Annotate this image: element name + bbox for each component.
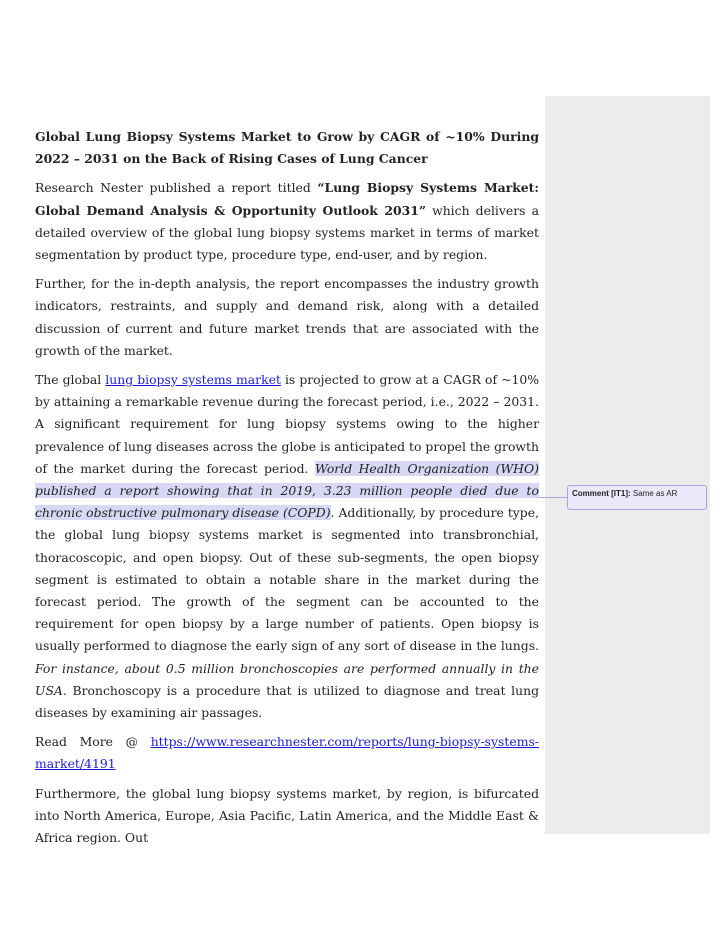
report-title: “Lung Biopsy Systems Market: Global Demand Analysis & Opportunity Outlook 2031” [35, 180, 539, 218]
market-text-1: is projected to grow at a CAGR of ~10% by attaining a remarkable revenue during the forecast period, i.e., 2022 – 2031. A significant requirement for lung biopsy systems owing to the higher prevalence of lung diseases across the globe is anticipated to propel the growth of the market during the forecast period. [35, 372, 539, 476]
article-title: Global Lung Biopsy Systems Market to Grow by CAGR of ~10% During 2022 – 2031 on the Back of Rising Cases of Lung Cancer [35, 129, 539, 167]
comment-pane [545, 96, 710, 834]
italic-statistic: For instance, about 0.5 million bronchoscopies are performed annually in the USA [35, 660, 539, 698]
commented-highlight[interactable]: World Health Organization (WHO) published a report showing that in 2019, 3.23 million people died due to chronic obstructive pulmonary disease (COPD) [35, 460, 539, 521]
intro-rest: which delivers a detailed overview of the global lung biopsy systems market in terms of market segmentation by product type, procedure type, end-user, and by region. [35, 202, 539, 263]
market-text-2: . Additionally, by procedure type, the global lung biopsy systems market is segmented into transbronchial, thoracoscopic, and open biopsy. Out of these sub-segments, the open biopsy segment is estimated to obtain a notable share in the market during the forecast period. The growth of the segment can be accounted to the requirement for open biopsy by a large number of patients. Open biopsy is usually performed to diagnose the early sign of any sort of disease in the lungs. [35, 505, 540, 654]
paragraph-market [35, 369, 539, 724]
paragraph-intro [35, 177, 539, 266]
market-text-3: . Bronchoscopy is a procedure that is utilized to diagnose and treat lung diseases by examining air passages. [35, 682, 539, 721]
market-lead: The global [35, 372, 106, 388]
read-more-link[interactable]: https://www.researchnester.com/reports/lung-biopsy-systems-market/4191 [35, 734, 539, 772]
read-more-label: Read More @ [35, 734, 151, 750]
paragraph-analysis: Further, for the in-depth analysis, the report encompasses the industry growth indicators, restraints, and supply and demand risk, along with a detailed discussion of current and future market trends that are associated with the growth of the market. [35, 276, 539, 358]
comment-author: Comment [IT1]: [572, 489, 631, 498]
paragraph-regions: Furthermore, the global lung biopsy systems market, by region, is bifurcated into North America, Europe, Asia Pacific, Latin America, and the Middle East & Africa region. Out [35, 785, 539, 846]
market-report-link[interactable]: lung biopsy systems market [105, 372, 281, 388]
comment-text: Same as AR [632, 489, 678, 498]
paragraph-read-more [35, 731, 539, 775]
document-body [35, 126, 539, 856]
comment-balloon[interactable] [567, 485, 707, 510]
intro-lead: Research Nester published a report titled [35, 180, 318, 196]
